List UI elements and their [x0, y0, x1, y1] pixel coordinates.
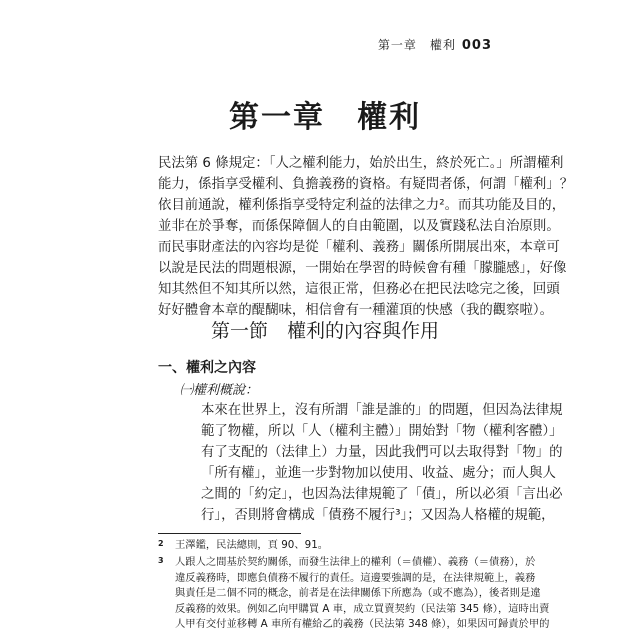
- text-line: 並非在於爭奪，而係保障個人的自由範圍，以及實踐私法自治原則。: [158, 219, 560, 234]
- text-line: 之間的「約定」，也因為法律規範了「債」，所以必須「言出必: [201, 487, 563, 502]
- text-line: 依目前通說，權利係指享受特定利益的法律之力²。而其功能及目的，: [158, 198, 566, 213]
- footnote: [158, 555, 550, 633]
- text-line: 有了支配的（法律上）力量，因此我們可以去取得對「物」的: [201, 445, 563, 460]
- text-line: 民法第 6 條規定：「人之權利能力，始於出生，終於死亡。」所謂權利: [158, 156, 564, 171]
- text-line: 知其然但不知其所以然，這很正常，但務必在把民法唸完之後，回頭: [158, 282, 560, 297]
- running-header: [378, 36, 492, 53]
- heading-level2: ㈠權利概說：: [180, 383, 259, 398]
- text-line: 範了物權，所以「人（權利主體）」開始對「物（權利客體）」: [201, 424, 563, 439]
- running-title: 第一章 權利: [377, 38, 456, 52]
- page-number: 003: [461, 38, 492, 53]
- chapter-title: 第一章 權利: [229, 100, 421, 135]
- text-line: 行」，否則將會構成「債務不履行³」；又因為人格權的規範，: [201, 508, 555, 523]
- text-line: 「所有權」，並進一步對物加以使用、收益、處分；而人與人: [201, 466, 556, 481]
- intro-paragraph: [158, 153, 574, 321]
- footnote-line: 人甲有交付並移轉 A 車所有權給乙的義務（民法第 348 條），如果因可歸責於甲的: [175, 618, 550, 630]
- text-line: 而民事財產法的內容均是從「權利、義務」關係所開展出來，本章可: [158, 240, 560, 255]
- sub-paragraph: [201, 400, 563, 526]
- text-line: 好好體會本章的醍醐味，相信會有一種灌頂的快感（我的觀察啦）。: [158, 303, 554, 318]
- footnote-line: 反義務的效果。例如乙向甲購買 A 車，成立買賣契約（民法第 345 條），這時出賣: [175, 602, 550, 615]
- footnote-number: 3: [158, 556, 164, 565]
- section-title: 第一節 權利的內容與作用: [210, 320, 439, 342]
- footnote-number: 2: [158, 539, 164, 548]
- text-line: 能力，係指享受權利、負擔義務的資格。有疑問者係，何謂「權利」？: [158, 177, 574, 192]
- text-line: 本來在世界上，沒有所謂「誰是誰的」的問題，但因為法律規: [201, 403, 563, 418]
- footnote: [158, 538, 493, 554]
- footnote-line: 與責任是二個不同的概念，前者是在法律關係下所應為（或不應為），後者則是違: [175, 587, 541, 599]
- footnote-line: 人跟人之間基於契約關係，而發生法律上的權利（＝債權）、義務（＝債務），於: [175, 556, 536, 568]
- text-line: 以說是民法的問題根源，一開始在學習的時候會有種「朦朧感」，好像: [158, 261, 567, 276]
- footnote-divider: [158, 533, 301, 534]
- heading-level1: 一、權利之內容: [158, 360, 256, 376]
- footnote-line: 王澤鑑，民法總則，頁 90、91。: [175, 539, 329, 551]
- footnote-line: 違反義務時，即應負債務不履行的責任。這邊要強調的是，在法律規範上，義務: [175, 571, 536, 584]
